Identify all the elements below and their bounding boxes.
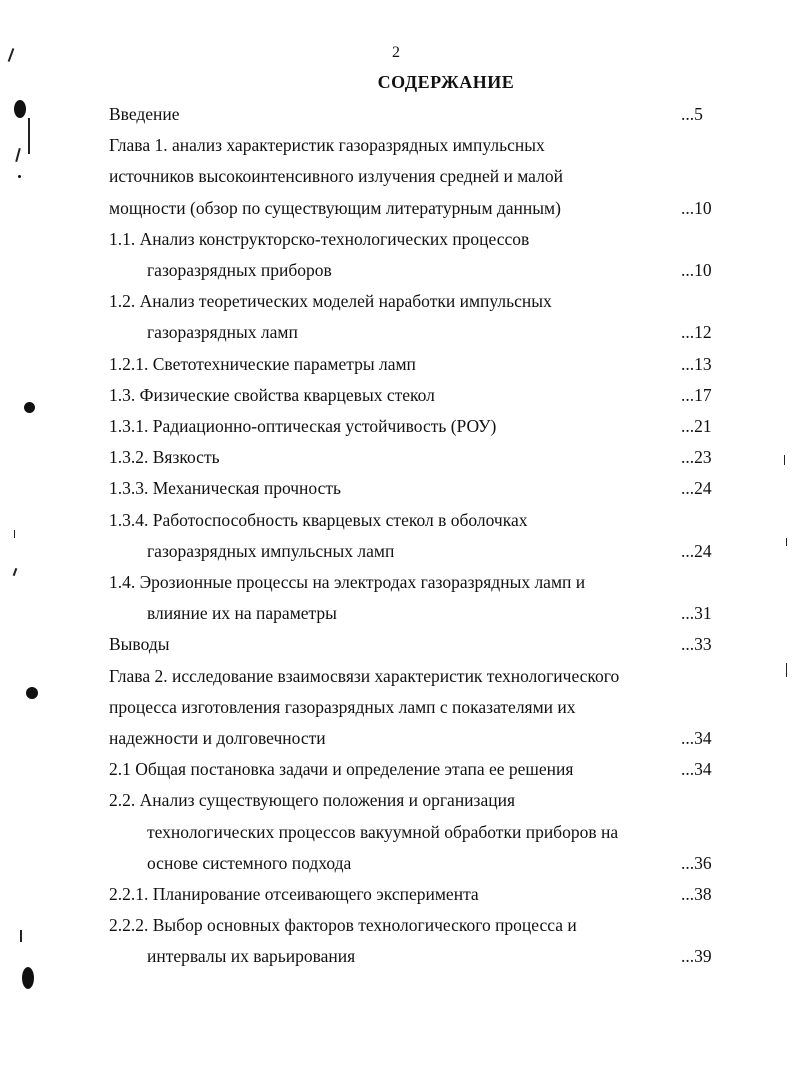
toc-entry-line: влияние их на параметры	[147, 603, 337, 624]
scan-artifact	[786, 663, 787, 677]
toc-entry-line: Выводы	[109, 634, 170, 655]
toc-entry-line: 1.3.4. Работоспособность кварцевых стекол в оболочках	[109, 509, 528, 530]
toc-page-ref: ...10	[681, 260, 712, 280]
toc-page-ref: ...21	[681, 416, 712, 436]
toc-entry-line: надежности и долговечности	[109, 728, 326, 748]
scan-artifact	[28, 118, 30, 154]
toc-entry-line: 2.1 Общая постановка задачи и определение этапа ее решения	[109, 759, 574, 780]
toc-entry-line: процесса изготовления газоразрядных ламп с показателями их	[109, 696, 576, 717]
toc-page-ref: ...34	[681, 728, 712, 748]
toc-page-ref: ...33	[681, 634, 712, 655]
toc-page-ref: ...13	[681, 353, 712, 374]
toc-entry-line: источников высокоинтенсивного излучения средней и малой	[109, 166, 563, 187]
toc-entry-line: 2.2. Анализ существующего положения и организация	[109, 790, 516, 811]
scan-artifact	[14, 530, 15, 538]
scan-artifact	[22, 967, 34, 989]
scan-artifact	[26, 687, 38, 699]
toc-page-ref: ...38	[681, 884, 712, 904]
toc-page-ref: ...17	[681, 384, 712, 405]
toc-entry-line: газоразрядных ламп	[147, 322, 298, 343]
toc-entry-line: 1.3.3. Механическая прочность	[109, 478, 341, 499]
toc-page-ref: ...24	[681, 478, 712, 499]
page-number: 2	[392, 44, 400, 61]
toc-entry-line: основе системного подхода	[147, 852, 352, 873]
toc-entry-line: 1.2.1. Светотехнические параметры ламп	[109, 353, 416, 374]
toc-entry-line: технологических процессов вакуумной обработки приборов на	[147, 821, 619, 842]
toc-page-ref: ...10	[681, 197, 712, 218]
toc-entry-line: Введение	[109, 104, 180, 124]
toc-entry-line: 1.1. Анализ конструкторско-технологических процессов	[109, 228, 530, 249]
toc-page-ref: ...5	[681, 104, 703, 124]
scan-artifact	[784, 455, 785, 465]
scan-artifact	[14, 100, 26, 118]
toc-entry-line: Глава 1. анализ характеристик газоразрядных импульсных	[109, 135, 545, 156]
toc-title: СОДЕРЖАНИЕ	[377, 72, 515, 92]
toc-entry-line: Глава 2. исследование взаимосвязи характеристик технологического	[109, 665, 620, 686]
toc-entry-line: 2.2.2. Выбор основных факторов технологического процесса и	[109, 915, 577, 936]
scan-artifact	[13, 568, 18, 576]
toc-entry-line: 1.3. Физические свойства кварцевых стекол	[109, 384, 435, 405]
toc-entry-line: 1.3.1. Радиационно-оптическая устойчивость (РОУ)	[109, 416, 497, 436]
scan-artifact	[15, 148, 21, 162]
toc-entry-line: мощности (обзор по существующим литературным данным)	[109, 197, 561, 218]
scan-artifact	[20, 930, 22, 942]
toc-page-ref: ...34	[681, 759, 712, 780]
scan-artifact	[786, 538, 787, 546]
toc-entry-line: газоразрядных приборов	[147, 260, 332, 280]
scan-artifact	[24, 402, 35, 413]
toc-page-ref: ...36	[681, 852, 712, 873]
toc-page-ref: ...31	[681, 603, 712, 624]
toc-entry-line: 2.2.1. Планирование отсеивающего эксперимента	[109, 884, 479, 904]
toc-page-ref: ...24	[681, 540, 712, 561]
toc-page-ref: ...12	[681, 322, 712, 343]
toc-entry-line: 1.4. Эрозионные процессы на электродах газоразрядных ламп и	[109, 572, 586, 592]
toc-entry-line: газоразрядных импульсных ламп	[147, 540, 395, 561]
toc-page-ref: ...39	[681, 946, 712, 967]
toc-entry-line: 1.3.2. Вязкость	[109, 447, 220, 468]
toc-entry-line: интервалы их варьирования	[147, 946, 356, 967]
toc-page-ref: ...23	[681, 447, 712, 468]
scan-artifact	[18, 175, 21, 178]
toc-entry-line: 1.2. Анализ теоретических моделей наработки импульсных	[109, 291, 552, 312]
